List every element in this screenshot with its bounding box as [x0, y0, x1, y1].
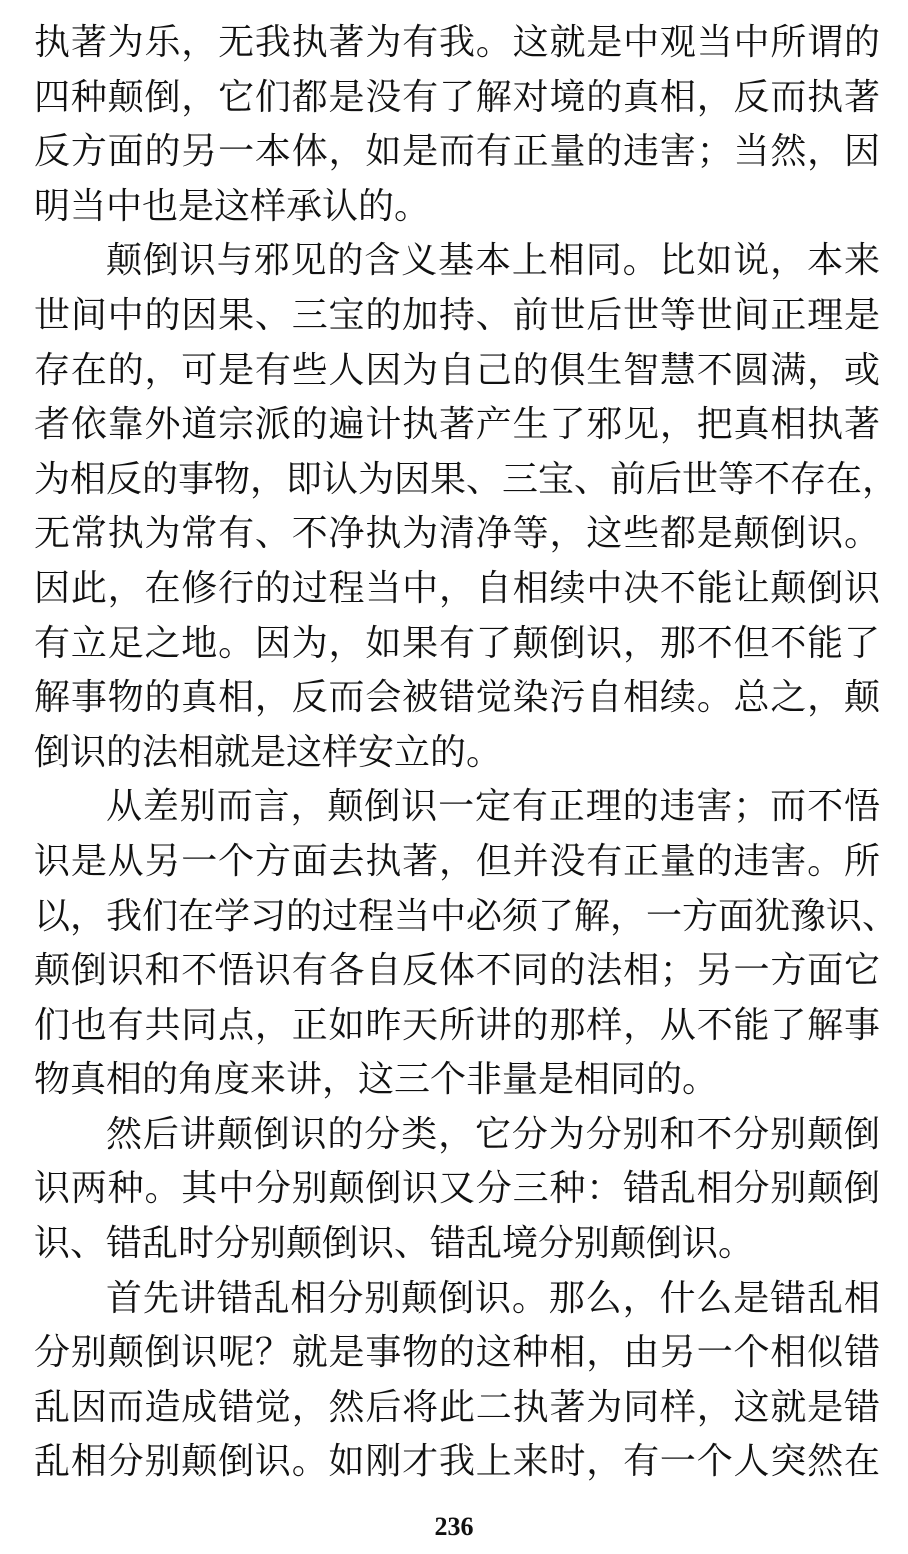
paragraph	[34, 16, 880, 234]
text-line: 首先讲错乱相分别颠倒识。那么，什么是错乱相	[106, 1277, 880, 1319]
text-line: 有立足之地。因为，如果有了颠倒识，那不但不能了	[34, 622, 880, 664]
paragraph	[34, 1108, 880, 1272]
text-line: 颠倒识与邪见的含义基本上相同。比如说，本来	[106, 240, 880, 282]
text-line: 乱相分别颠倒识。如刚才我上来时，有一个人突然在	[34, 1441, 880, 1483]
text-line: 颠倒识和不悟识有各自反体不同的法相；另一方面它	[34, 950, 880, 992]
text-line: 倒识的法相就是这样安立的。	[34, 731, 503, 773]
text-line: 们也有共同点，正如昨天所讲的那样，从不能了解事	[34, 1004, 880, 1046]
text-line: 然后讲颠倒识的分类，它分为分别和不分别颠倒	[106, 1113, 880, 1155]
text-line: 识、错乱时分别颠倒识、错乱境分别颠倒识。	[34, 1223, 755, 1265]
text-line: 分别颠倒识呢？就是事物的这种相，由另一个相似错	[34, 1332, 880, 1374]
text-line: 世间中的因果、三宝的加持、前世后世等世间正理是	[34, 294, 880, 336]
text-line: 者依靠外道宗派的遍计执著产生了邪见，把真相执著	[34, 404, 880, 446]
text-line: 存在的，可是有些人因为自己的俱生智慧不圆满，或	[34, 349, 880, 391]
document-body	[34, 16, 899, 1490]
text-line: 为相反的事物，即认为因果、三宝、前后世等不存在，	[34, 458, 899, 500]
text-line: 从差别而言，颠倒识一定有正理的违害；而不悟	[106, 786, 880, 828]
text-line: 四种颠倒，它们都是没有了解对境的真相，反而执著	[34, 76, 880, 118]
text-line: 解事物的真相，反而会被错觉染污自相续。总之，颠	[34, 677, 880, 719]
text-line: 以，我们在学习的过程当中必须了解，一方面犹豫识、	[34, 895, 899, 937]
text-line: 因此，在修行的过程当中，自相续中决不能让颠倒识	[34, 567, 880, 609]
paragraph	[34, 780, 899, 1108]
paragraph	[34, 234, 899, 780]
paragraph	[34, 1272, 880, 1490]
text-line: 物真相的角度来讲，这三个非量是相同的。	[34, 1059, 719, 1101]
text-line: 反方面的另一本体，如是而有正量的违害；当然，因	[34, 131, 880, 173]
text-line: 识两种。其中分别颠倒识又分三种：错乱相分别颠倒	[34, 1168, 880, 1210]
text-line: 无常执为常有、不净执为清净等，这些都是颠倒识。	[34, 513, 880, 555]
text-line: 乱因而造成错觉，然后将此二执著为同样，这就是错	[34, 1386, 880, 1428]
text-line: 明当中也是这样承认的。	[34, 185, 431, 227]
page-number: 236	[434, 1512, 474, 1541]
text-line: 识是从另一个方面去执著，但并没有正量的违害。所	[34, 840, 880, 882]
text-line: 执著为乐，无我执著为有我。这就是中观当中所谓的	[34, 22, 880, 63]
